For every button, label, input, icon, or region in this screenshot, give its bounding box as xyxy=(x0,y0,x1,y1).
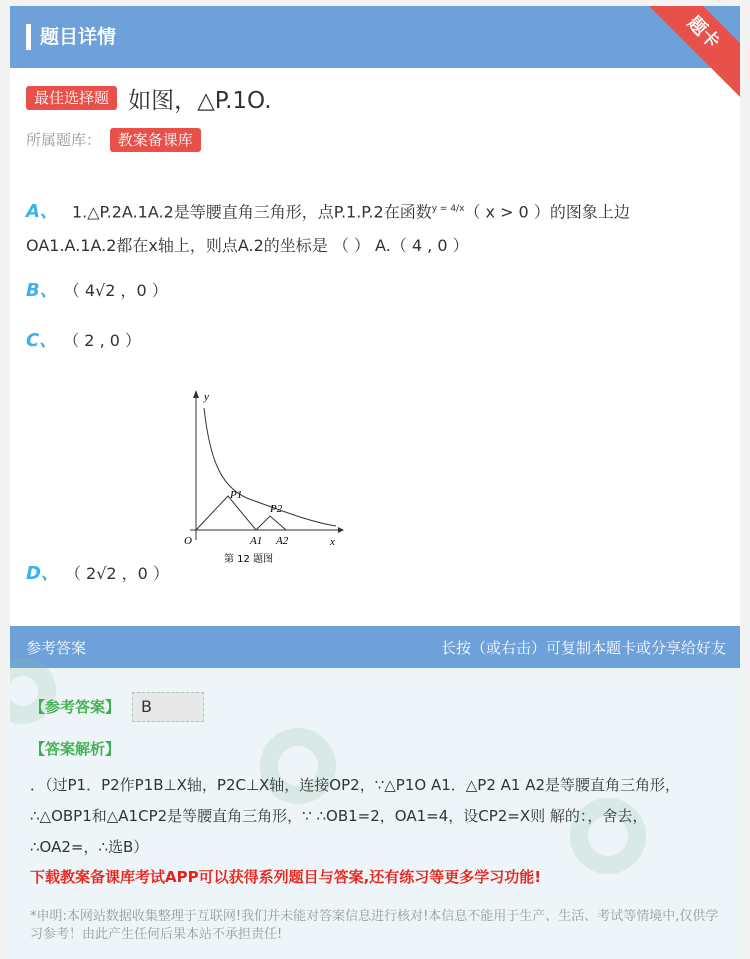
bank-name-tag[interactable]: 教案备课库 xyxy=(110,128,201,152)
x-label: x xyxy=(330,536,335,548)
option-a-line2: OA1.A.1A.2都在x轴上，则点A.2的坐标是 （ ） A.（ 4 , 0 ） xyxy=(26,236,469,256)
explanation-label: 【答案解析】 xyxy=(30,740,121,758)
header-accent-bar xyxy=(26,24,31,50)
share-hint[interactable]: 长按（或右击）可复制本题卡或分享给好友 xyxy=(440,639,726,657)
p2-label: P2 xyxy=(270,503,283,515)
bank-label: 所属题库： xyxy=(26,131,102,149)
answer-value: B xyxy=(132,692,204,722)
corner-ribbon: 题卡 xyxy=(637,6,740,99)
option-c[interactable] xyxy=(26,324,141,358)
option-c-text: （ 2 , 0 ） xyxy=(71,331,142,350)
answer-header-title: 参考答案 xyxy=(26,639,87,657)
triangle-a1p2a2 xyxy=(256,516,286,530)
disclaimer: *申明:本网站数据收集整理于互联网!我们并未能对答案信息进行核对!本信息不能用于生产、生活、考试等情境中,仅供学习参考！由此产生任何后果本站不承担责任! xyxy=(30,909,719,942)
answer-body xyxy=(10,668,740,959)
a2-label: A2 xyxy=(276,535,289,547)
option-letter: B、 xyxy=(26,280,58,301)
question-type-tag: 最佳选择题 xyxy=(26,86,117,110)
function-formula: y = 4/x xyxy=(431,204,465,214)
option-a-text-post: （ x > 0 ）的图象上边 xyxy=(464,202,630,222)
a1-label: A1 xyxy=(250,535,263,547)
question-card xyxy=(10,6,740,959)
answer-header xyxy=(10,626,740,668)
option-b[interactable] xyxy=(26,274,168,308)
option-b-text: （ 4√2 ，0 ） xyxy=(71,281,168,300)
option-a[interactable] xyxy=(26,192,726,263)
option-a-text-pre: 1.△P.2A.1A.2是等腰直角三角形，点P.1.P.2在函数 xyxy=(71,202,432,222)
question-head xyxy=(26,82,272,115)
question-text: 如图，△P.1O. xyxy=(128,88,272,114)
triangle-op1a1 xyxy=(196,496,256,530)
y-label: y xyxy=(204,391,209,403)
x-axis-arrow xyxy=(338,527,344,533)
origin-label: O xyxy=(184,535,192,547)
app-promo-link[interactable]: 下载教案备课库考试APP可以获得系列题目与答案,还有练习等更多学习功能! xyxy=(30,868,542,886)
option-d-text: （ 2√2 ，0 ） xyxy=(72,564,169,583)
card-header xyxy=(10,6,740,68)
p1-label: P1 xyxy=(230,489,243,501)
explanation-text: ．（过P1．P2作P1B⊥X轴，P2C⊥X轴，连接OP2，∵△P1O A1．△P2 A1 A2是等腰直角三角形，∴△OBP1和△A1CP2是等腰直角三角形，∵ ∴OB1=2，OA1=4，设CP2=X则 解的：，舍去，∴OA2=，∴选B） xyxy=(30,776,681,856)
y-axis-arrow xyxy=(193,390,199,398)
option-letter: D、 xyxy=(26,563,59,584)
figure-caption: 第 12 题图 xyxy=(224,554,274,564)
function-graph-figure xyxy=(170,382,350,564)
answer-label: 【参考答案】 xyxy=(30,698,121,716)
option-d[interactable] xyxy=(26,557,169,591)
question-bank xyxy=(26,128,201,152)
page-title: 题目详情 xyxy=(40,26,117,48)
option-letter: A、 xyxy=(26,201,58,223)
option-letter: C、 xyxy=(26,330,58,351)
